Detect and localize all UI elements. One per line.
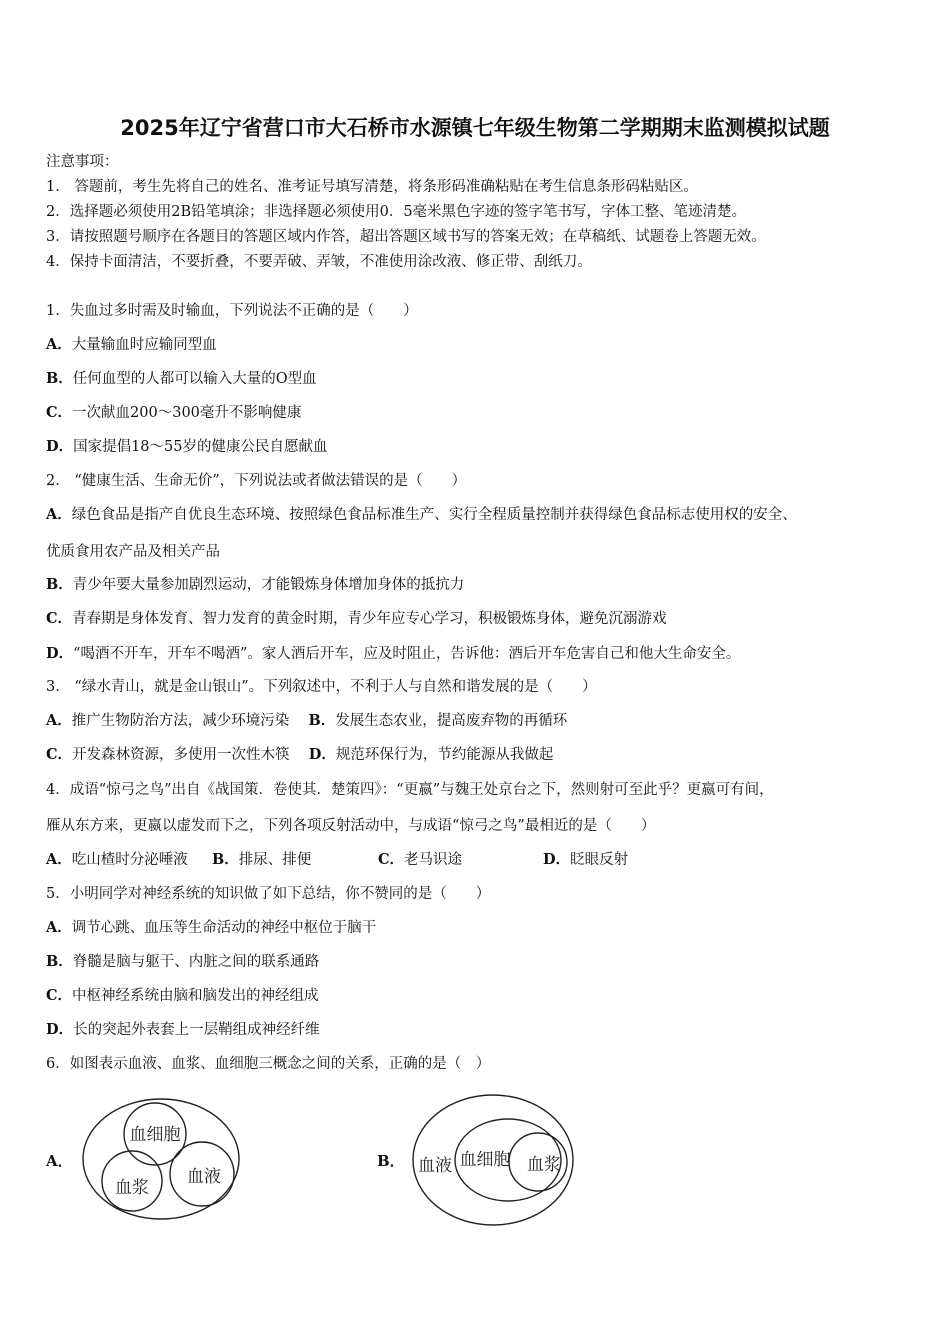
q5-option-d <box>46 1020 320 1040</box>
option-letter: B． <box>308 712 336 729</box>
option-text: 发展生态农业，提高废弃物的再循环 <box>335 713 568 729</box>
option-letter: B． <box>46 953 73 970</box>
option-text: 任何血型的人都可以输入大量的O型血 <box>72 371 317 387</box>
q6-stem: 6．如图表示血液、血浆、血细胞三概念之间的关系，正确的是（ ） <box>46 1056 491 1072</box>
option-letter: A． <box>46 851 72 868</box>
q1-option-a <box>46 335 217 355</box>
notice-item-3: 3．请按照题号顺序在各题目的答题区域内作答，超出答题区域书写的答案无效；在草稿纸、试题卷上答题无效。 <box>46 229 766 245</box>
option-letter: C． <box>46 610 73 627</box>
q5-option-a <box>46 918 376 938</box>
q3-options-cd <box>46 745 553 765</box>
option-letter: D． <box>46 1021 74 1038</box>
option-letter: C． <box>46 746 73 763</box>
diagram-a-right-label: 血液 <box>187 1167 221 1187</box>
q2-option-c <box>46 609 667 629</box>
q1-option-b <box>46 369 317 389</box>
option-text: “喝酒不开车，开车不喝酒”。家人酒后开车，应及时阻止，告诉他：酒后开车危害自己和他大生命安全。 <box>73 646 741 662</box>
option-letter: A． <box>46 506 72 523</box>
option-text: 眨眼反射 <box>570 852 629 868</box>
option-text: 调节心跳、血压等生命活动的神经中枢位于脑干 <box>71 920 377 936</box>
option-letter: B． <box>212 851 239 868</box>
q5-option-c <box>46 986 319 1006</box>
option-text: 吃山楂时分泌唾液 <box>71 852 188 868</box>
q1-stem: 1．失血过多时需及时输血，下列说法不正确的是（ ） <box>46 303 418 319</box>
q1-option-d <box>46 437 327 457</box>
q2-stem: 2． “健康生活、生命无价”，下列说法或者做法错误的是（ ） <box>46 473 467 489</box>
diagram-a-top-label: 血细胞 <box>129 1125 181 1145</box>
q3-stem: 3． “绿水青山，就是金山银山”。下列叙述中，不利于人与自然和谐发展的是（ ） <box>46 679 597 695</box>
q4-option-c <box>378 850 462 870</box>
q5-stem: 5．小明同学对神经系统的知识做了如下总结，你不赞同的是（ ） <box>46 886 491 902</box>
q2-option-a-cont: 优质食用农产品及相关产品 <box>46 544 220 560</box>
option-text: 开发森林资源，多使用一次性木筷 <box>72 747 290 763</box>
option-text: 规范环保行为，节约能源从我做起 <box>335 747 554 763</box>
option-letter: D． <box>46 645 74 662</box>
diagram-b-label: B． <box>377 1152 405 1170</box>
page-title: 2025年辽宁省营口市大石桥市水源镇七年级生物第二学期期末监测模拟试题 <box>120 116 830 140</box>
diagram-b-outer-label: 血液 <box>418 1156 452 1176</box>
option-letter: D． <box>543 851 571 868</box>
diagram-a-outer-ellipse <box>83 1099 239 1219</box>
q4-stem-line1: 4．成语“惊弓之鸟”出自《战国策．卷使其．楚策四》：“更嬴”与魏王处京台之下，然则射可至此乎？更嬴可有间， <box>46 782 774 798</box>
q4-option-b <box>212 850 311 870</box>
option-text: 老马识途 <box>404 852 463 868</box>
option-text: 中枢神经系统由脑和脑发出的神经组成 <box>72 988 319 1004</box>
q2-option-b <box>46 575 464 595</box>
option-text: 排尿、排便 <box>238 852 312 868</box>
option-text: 国家提倡18～55岁的健康公民自愿献血 <box>73 439 328 455</box>
diagram-b-inner-label: 血浆 <box>527 1155 561 1175</box>
notice-heading: 注意事项： <box>46 154 119 170</box>
diagram-a-left-label: 血浆 <box>115 1178 149 1198</box>
diagram-b-middle-label: 血细胞 <box>459 1150 511 1170</box>
option-letter: B． <box>46 576 73 593</box>
option-letter: A． <box>46 712 72 729</box>
option-letter: C． <box>378 851 405 868</box>
diagram-a-label: A． <box>46 1152 73 1170</box>
q1-option-c <box>46 403 301 423</box>
notice-item-4: 4．保持卡面清洁，不要折叠，不要弄破、弄皱，不准使用涂改液、修正带、刮纸刀。 <box>46 254 592 270</box>
option-letter: D． <box>46 438 74 455</box>
option-text: 长的突起外表套上一层鞘组成神经纤维 <box>73 1022 320 1038</box>
notice-item-1: 1． 答题前，考生先将自己的姓名、准考证号填写清楚，将条形码准确粘贴在考生信息条形码粘贴区。 <box>46 179 698 195</box>
option-text: 绿色食品是指产自优良生态环境、按照绿色食品标准生产、实行全程质量控制并获得绿色食品标志使用权的安全、 <box>71 507 797 523</box>
option-text: 青少年要大量参加剧烈运动，才能锻炼身体增加身体的抵抗力 <box>72 577 465 593</box>
option-text: 脊髓是脑与躯干、内脏之间的联系通路 <box>72 954 320 970</box>
q4-option-a <box>46 850 188 870</box>
option-letter: A． <box>46 336 72 353</box>
diagram-a <box>78 1095 248 1225</box>
option-text: 一次献血200～300毫升不影响健康 <box>72 405 302 421</box>
option-text: 青春期是身体发育、智力发育的黄金时期，青少年应专心学习，积极锻炼身体，避免沉溺游戏 <box>72 611 667 627</box>
option-letter: A． <box>46 919 72 936</box>
diagram-b <box>408 1090 583 1230</box>
q2-option-d <box>46 644 740 664</box>
option-letter: D． <box>308 746 336 763</box>
q4-option-d <box>543 850 628 870</box>
q5-option-b <box>46 952 319 972</box>
option-letter: C． <box>46 404 73 421</box>
q3-options-ab <box>46 711 567 731</box>
option-text: 推广生物防治方法，减少环境污染 <box>71 713 290 729</box>
option-letter: B． <box>46 370 73 387</box>
q2-option-a <box>46 505 797 525</box>
option-text: 大量输血时应输同型血 <box>71 337 217 353</box>
option-letter: C． <box>46 987 73 1004</box>
notice-item-2: 2．选择题必须使用2B铅笔填涂；非选择题必须使用0．5毫米黑色字迹的签字笔书写，字体工整、笔迹清楚。 <box>46 204 747 220</box>
q4-stem-line2: 雁从东方来，更嬴以虚发而下之，下列各项反射活动中，与成语“惊弓之鸟”最相近的是（ ） <box>46 818 656 834</box>
